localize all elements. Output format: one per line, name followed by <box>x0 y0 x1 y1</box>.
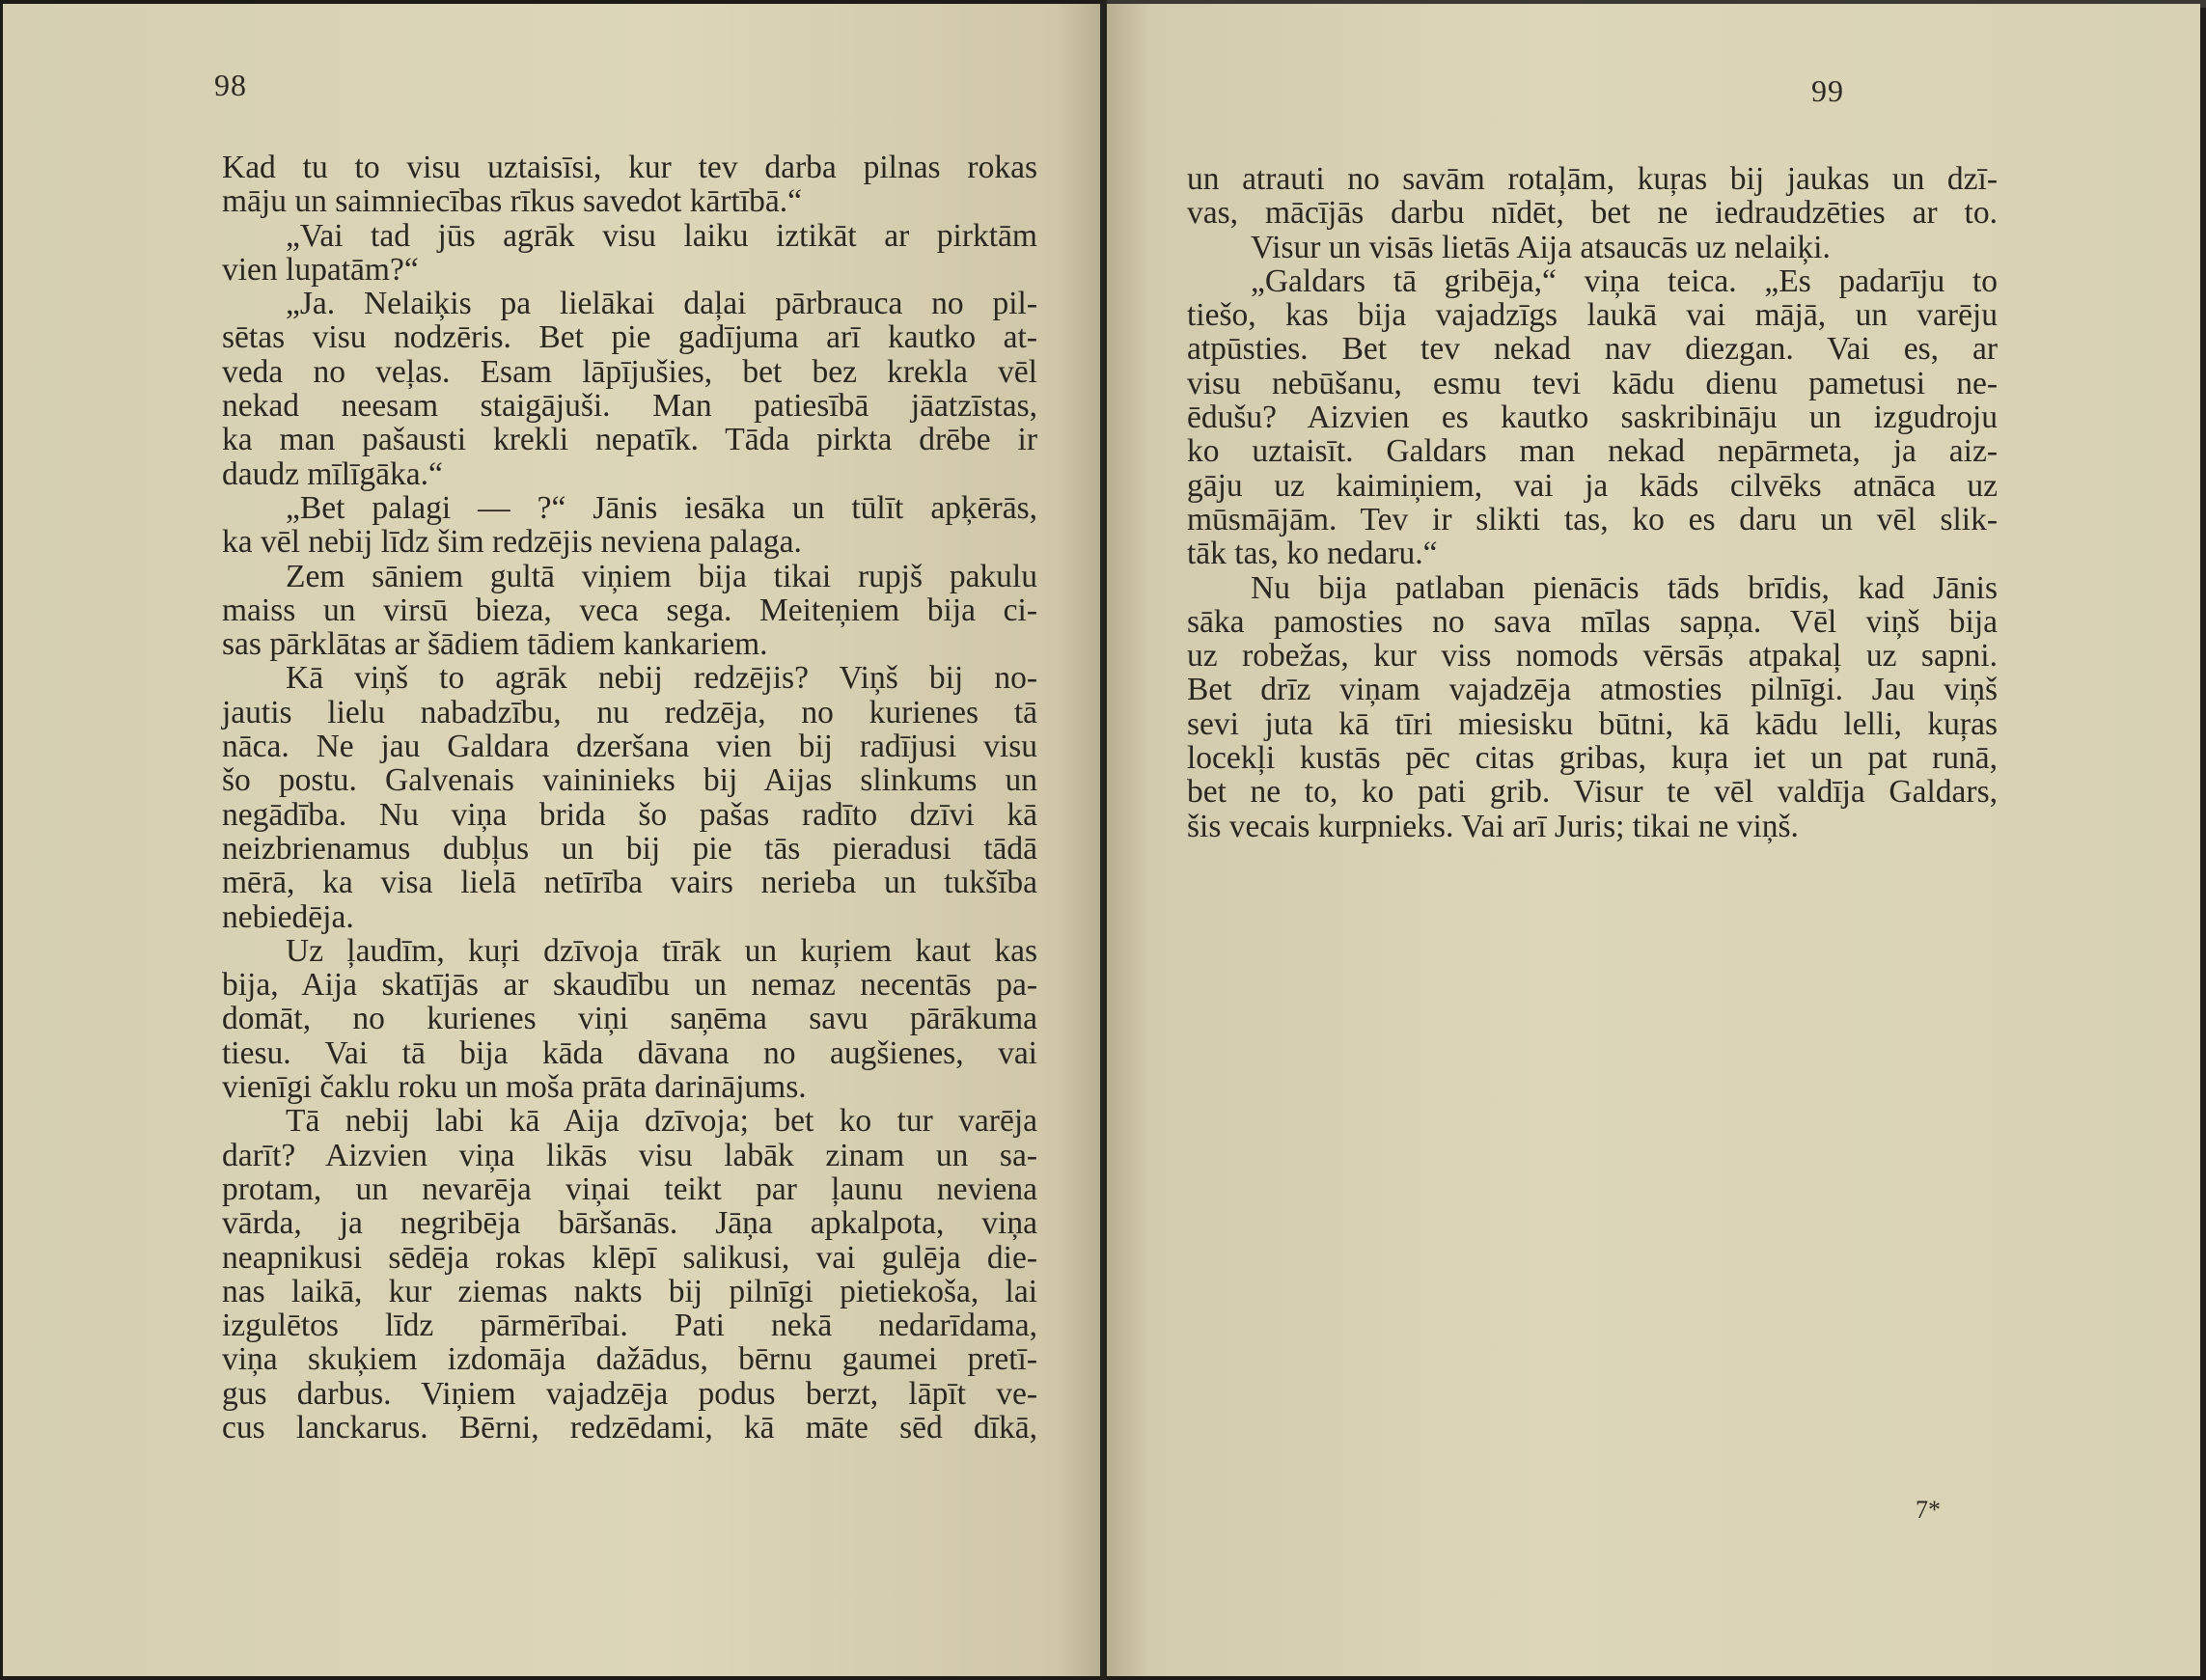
text-line: bija, Aija skatījās ar skaudību un nemaz necentās pa- <box>222 967 1037 1004</box>
text-line: vas, mācījās darbu nīdēt, bet ne iedraudzēties ar to. <box>1187 195 1998 232</box>
text-line: maiss un virsū bieza, veca sega. Meiteņiem bija ci- <box>222 592 1037 628</box>
text-line: Bet drīz viņam vajadzēja atmosties pilnīgi. Jau viņš <box>1187 672 1998 708</box>
text-line: Kā viņš to agrāk nebij redzējis? Viņš bij no- <box>286 660 1037 697</box>
text-line: bet ne to, ko pati grib. Visur te vēl valdīja Galdars, <box>1187 774 1998 811</box>
text-line: nas laikā, kur ziemas nakts bij pilnīgi pietiekoša, lai <box>222 1273 1037 1309</box>
page-number-left: 98 <box>214 68 247 102</box>
text-line: neapnikusi sēdēja rokas klēpī salikusi, vai gulēja die- <box>222 1239 1037 1276</box>
text-line: Kad tu to visu uztaisīsi, kur tev darba pilnas rokas <box>222 150 1037 185</box>
text-line: Nu bija patlaban pienācis tāds brīdis, kad Jānis <box>1251 569 1998 606</box>
text-line: tiesu. Vai tā bija kāda dāvana no augšienes, vai <box>222 1034 1037 1071</box>
text-line: visu nebūšanu, esmu tevi kādu dienu pametusi ne- <box>1187 365 1998 401</box>
text-line: Tā nebij labi kā Aija dzīvoja; bet ko tur varēja <box>286 1103 1037 1140</box>
text-line: daudz mīlīgāka.“ <box>222 455 443 492</box>
text-line: sevi juta kā tīri miesisku būtni, kā kādu lelli, kuŗas <box>1187 705 1998 742</box>
text-line: Uz ļaudīm, kuŗi dzīvoja tīrāk un kuŗiem kaut kas <box>286 932 1037 969</box>
left-page-text <box>222 151 1037 1445</box>
text-line: tāk tas, ko nedaru.“ <box>1187 536 1438 572</box>
text-line: gus darbus. Viņiem vajadzēja podus berzt, lāpīt ve- <box>222 1375 1037 1412</box>
text-line: mērā, ka visa lielā netīrība vairs nerieba un tukšība <box>222 865 1037 901</box>
text-line: uz robežas, kur viss nomods vērsās atpakaļ uz sapni. <box>1187 638 1998 675</box>
text-line: sāka pamosties no sava mīlas sapņa. Vēl viņš bija <box>1187 603 1998 640</box>
text-line: vārda, ja negribēja bāršanās. Jāņa apkalpota, viņa <box>222 1205 1037 1242</box>
text-line: jautis lielu nabadzību, nu redzēja, no kurienes tā <box>222 694 1037 730</box>
text-line: „Bet palagi — ?“ Jānis iesāka un tūlīt apķērās, <box>286 489 1037 526</box>
text-line: un atrauti no savām rotaļām, kuŗas bij jaukas un dzī- <box>1187 161 1998 197</box>
text-line: protam, un nevarēja viņai teikt par ļaunu neviena <box>222 1170 1037 1207</box>
printer-signature-mark: 7* <box>1916 1496 1941 1524</box>
text-line: „Vai tad jūs agrāk visu laiku iztikāt ar pirktām <box>286 217 1037 254</box>
text-line: atpūsties. Bet tev nekad nav diezgan. Vai es, ar <box>1187 331 1998 368</box>
text-line: ka man pašausti krekli nepatīk. Tāda pirkta drēbe ir <box>222 422 1037 458</box>
text-line: gāju uz kaimiņiem, vai ja kāds cilvēks atnāca uz <box>1187 467 1998 504</box>
text-line: viņa skuķiem izdomāja dažādus, bērnu gaumei pretī- <box>222 1341 1037 1378</box>
text-line: tiešo, kas bija vajadzīgs laukā vai mājā, un varēju <box>1187 297 1998 334</box>
text-line: neizbrienamus dubļus un bij pie tās pieradusi tādā <box>222 830 1037 867</box>
text-line: „Galdars tā gribēja,“ viņa teica. „Es padarīju to <box>1251 262 1998 299</box>
text-line: ēdušu? Aizvien es kautko saskribināju un izgudroju <box>1187 399 1998 436</box>
text-line: darīt? Aizvien viņa likās visu labāk zinam un sa- <box>222 1137 1037 1173</box>
page-number-right: 99 <box>1811 73 1844 108</box>
right-page-text <box>1187 162 1998 843</box>
text-line: māju un saimniecības rīkus savedot kārtībā.“ <box>222 183 802 220</box>
text-line: domāt, no kurienes viņi saņēma savu pārākuma <box>222 1001 1037 1037</box>
text-line: Zem sāniem gultā viņiem bija tikai rupjš pakulu <box>286 558 1037 594</box>
book-gutter <box>1100 0 1107 1680</box>
text-line: vienīgi čaklu roku un moša prāta darinājums. <box>222 1069 807 1106</box>
text-line: šo postu. Galvenais vaininieks bij Aijas slinkums un <box>222 762 1037 799</box>
text-line: ka vēl nebij līdz šim redzējis neviena palaga. <box>222 524 802 561</box>
text-line: mūsmājām. Tev ir slikti tas, ko es daru un vēl slik- <box>1187 501 1998 537</box>
text-line: sētas visu nodzēris. Bet pie gadījuma arī kautko at- <box>222 319 1037 356</box>
text-line: cus lanckarus. Bērni, redzēdami, kā māte sēd dīkā, <box>222 1409 1037 1446</box>
text-line: sas pārklātas ar šādiem tādiem kankariem. <box>222 626 768 663</box>
text-line: Visur un visās lietās Aija atsaucās uz nelaiķi. <box>1251 229 1831 265</box>
text-line: izgulētos līdz pārmērībai. Pati nekā nedarīdama, <box>222 1308 1037 1344</box>
text-line: nāca. Ne jau Galdara dzeršana vien bij radījusi visu <box>222 729 1037 765</box>
text-line: locekļi kustās pēc citas gribas, kuŗa iet un pat runā, <box>1187 740 1998 777</box>
text-line: ko uztaisīt. Galdars man nekad nepārmeta, ja aiz- <box>1187 433 1998 470</box>
text-line: nekad neesam staigājuši. Man patiesībā jāatzīstas, <box>222 388 1037 425</box>
text-line: „Ja. Nelaiķis pa lielākai daļai pārbrauca no pil- <box>286 286 1037 322</box>
text-line: negādība. Nu viņa brida šo pašas radīto dzīvi kā <box>222 796 1037 833</box>
text-line: veda no veļas. Esam lāpījušies, bet bez krekla vēl <box>222 353 1037 390</box>
text-line: nebiedēja. <box>222 898 354 935</box>
text-line: vien lupatām?“ <box>222 251 419 288</box>
text-line: šis vecais kurpnieks. Vai arī Juris; tikai ne viņš. <box>1187 808 1799 844</box>
